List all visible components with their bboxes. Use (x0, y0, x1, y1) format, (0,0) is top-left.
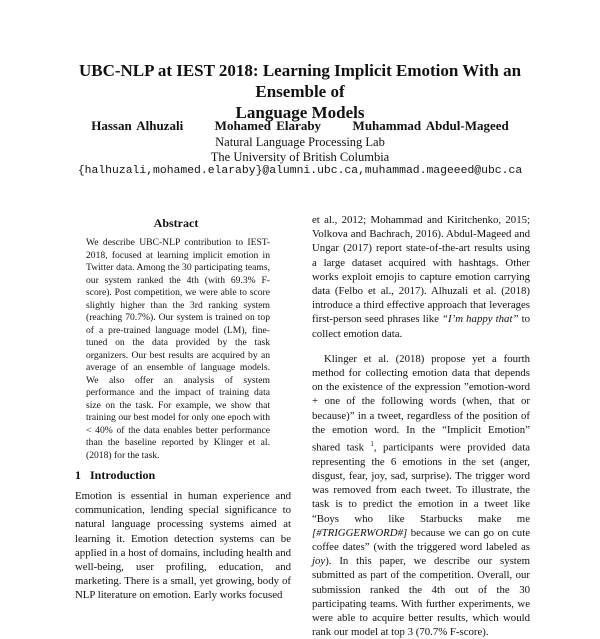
abstract-body (86, 237, 270, 462)
para2-text-c: because we can go on cute coffee dates” (with the triggered word labeled as (312, 526, 530, 554)
title-line-1: UBC-NLP at IEST 2018: Learning Implicit Emotion With an Ensemble of (78, 61, 522, 101)
para1-text-a: et al., 2012; Mohammad and Kiritchenko, 2015; Volkova and Bachrach, 2016). Abdul-Mageed and Ungar (2017) report state-of-the-art results using a large dataset acquired with hashtags. Other works exploit emojis to capture emotion carrying data (Felbo et al., 2017). Alhuzali et al. (2018) introduce a third effective approach that leverages first-person seed phrases like (312, 214, 530, 326)
right-paragraph-2 (312, 352, 530, 639)
right-column (312, 213, 530, 639)
title-line-2: Language Models (235, 103, 365, 122)
introduction-body (75, 489, 291, 603)
para2-text-a: Klinger et al. (2018) propose yet a fourth method for collecting emotion data that depends on the existence of the expression ”emotion-word + one of the following words (when, that or because)” in a tweet, regardless of the position of the emotion word. In the “Implicit Emotion” shared task (312, 352, 530, 454)
trigger-word: [#TRIGGERWORD#] (312, 526, 408, 539)
affiliation-university: The University of British Columbia (210, 150, 390, 164)
abstract-text: We describe UBC-NLP contribution to IEST-2018, focused at learning implicit emotion in Twitter data. Among the 30 participating teams, our system ranked the 4th (with 69.3% F-score). Post competition, we were able to score slightly higher than the 3rd ranking system (reaching 70.7%). Our system is trained on top of a pre-trained language model (LM), fine-tuned on the data provided by the task organizers. Our best results are acquired by an average of an ensemble of language models. We also offer an analysis of system performance and the impact of training data size on the task. For example, we show that training our best model for only one epoch with < 40% of the data enables better performance than the baseline reported by Klinger et al. (2018) for the task. (86, 237, 270, 461)
footnote-mark: 1 (370, 440, 374, 449)
para1-text-b: to collect emotion data. (312, 313, 530, 340)
right-paragraph-1 (312, 213, 530, 341)
affiliation-lab: Natural Language Processing Lab (215, 135, 385, 149)
joy-label: joy (312, 555, 326, 568)
abstract-heading: Abstract (153, 216, 199, 230)
author-list: Hassan Alhuzali Mohamed Elaraby Muhammad Abdul-Mageed (91, 118, 509, 133)
paper-title (60, 60, 540, 123)
para2-text-d: ). In this paper, we describe our system submitted as part of the competition. Overall, our submission ranked the 4th out of the 30 participating teams. With further experiments, we were able to acquire better results, which would rank our model at top 3 (70.7% F-score). (312, 555, 530, 639)
author-emails: {halhuzali,mohamed.elaraby}@alumni.ubc.ca,muhammad.mageeed@ubc.ca (77, 165, 523, 177)
introduction-text: Emotion is essential in human experience and communication, lending special significance to natural language processing systems aimed at learning it. Emotion detection systems can be applied in a host of domains, including health and well-being, user profiling, education, and marketing. There is a small, yet growing, body of NLP literature on emotion. Early works focused (75, 490, 291, 602)
para2-text-b: , participants were provided data representing the 6 emotions in the set (anger, disgust, fear, joy, sad, surprise). The trigger word was removed from each tweet. To illustrate, the task is to predict the emotion in a tweet like “Boys who like Starbucks make me (312, 441, 530, 525)
seed-phrase-quote: “I’m happy that” (442, 313, 519, 326)
introduction-heading: 1 Introduction (75, 468, 156, 482)
